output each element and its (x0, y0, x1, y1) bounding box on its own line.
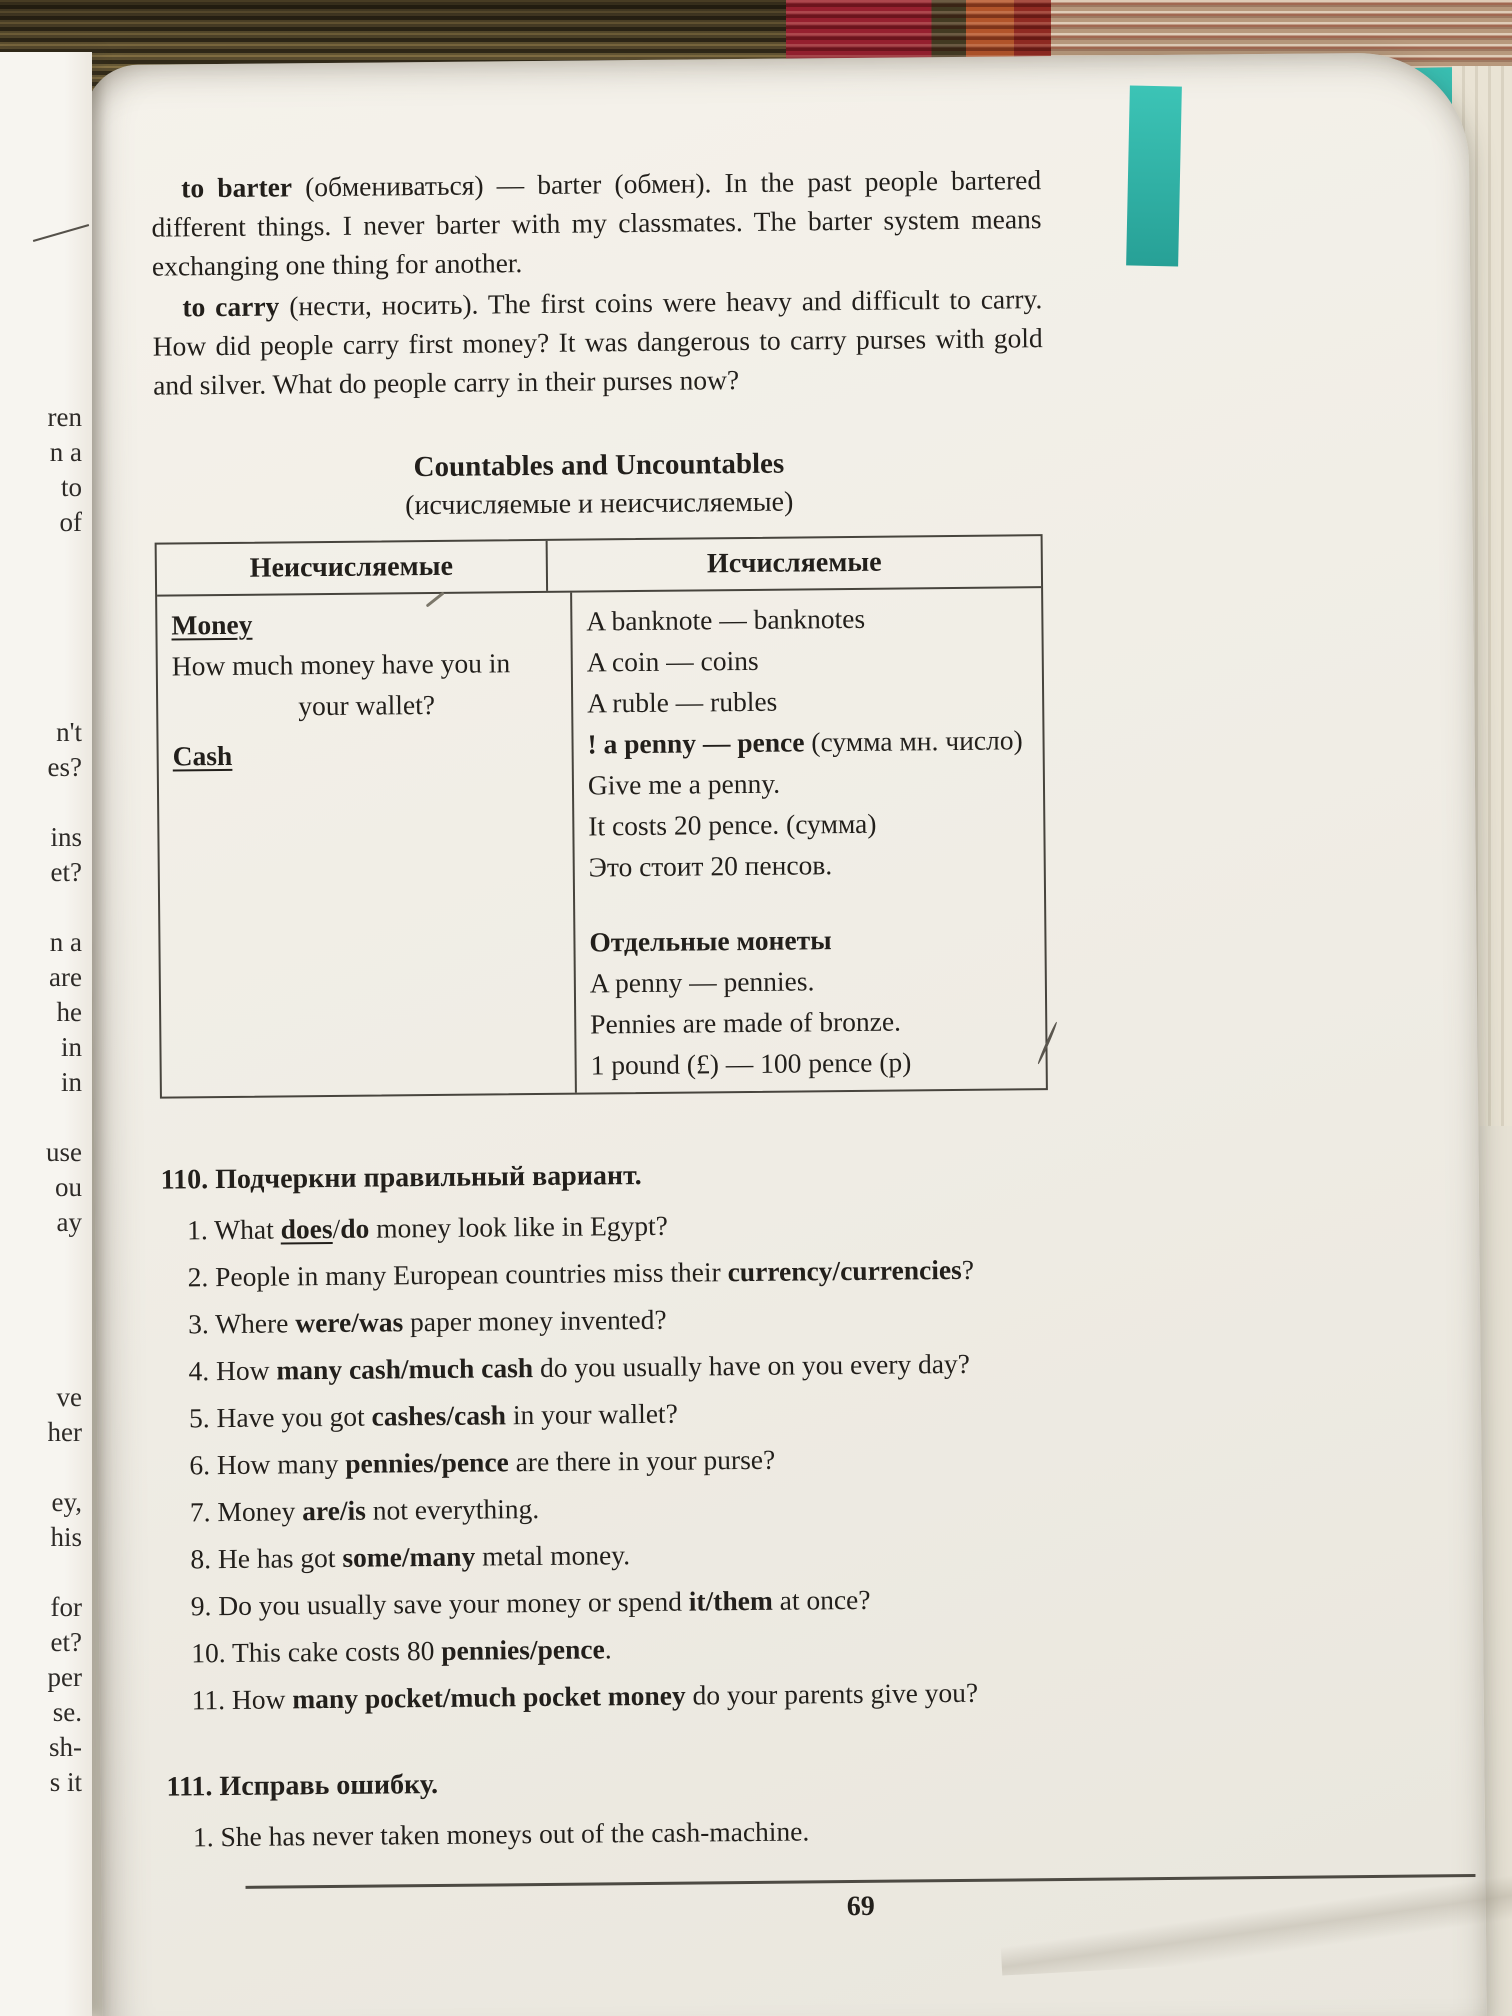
text-segment: / (332, 1212, 341, 1244)
exercise-110-heading: 110. Подчеркни правильный вариант. (160, 1160, 642, 1196)
text-fragment (0, 1275, 82, 1310)
table-subtitle: (исчисляемые и неисчисляемые) (405, 486, 794, 522)
text-fragment: es? (47, 752, 82, 782)
text-segment: many pocket/much pocket money (292, 1679, 686, 1715)
text-segment: at once? (772, 1583, 871, 1616)
text-fragment: n a (49, 927, 82, 957)
previous-page-text-fragments (0, 52, 92, 1800)
text-segment: 9. Do you usually save your money or spend (190, 1585, 689, 1622)
text-fragment: ay (56, 1207, 82, 1237)
text-fragment (0, 680, 82, 715)
money-question-line2: your wallet? (298, 688, 436, 722)
text-fragment (0, 1100, 82, 1135)
countables-example-line (590, 958, 1035, 1003)
text-segment: money look like in Egypt? (369, 1209, 669, 1244)
previous-page-edge (0, 52, 92, 2016)
text-fragment (0, 540, 82, 575)
text-fragment: he (56, 997, 82, 1027)
countables-example-line (589, 842, 1034, 887)
text-segment: A penny — pennies. (589, 965, 815, 999)
text-segment: 1 pound (£) — 100 pence (p) (590, 1046, 912, 1081)
page-number: 69 (846, 1890, 875, 1923)
text-fragment (0, 785, 82, 820)
countables-example-line (588, 801, 1033, 846)
text-fragment: ren (47, 402, 82, 432)
book-page (84, 52, 1487, 2016)
countables-example-line (590, 1040, 1035, 1085)
uncountables-cell (157, 593, 577, 1097)
exercise-111-items (167, 1805, 1057, 1861)
text-segment: A coin — coins (586, 644, 759, 678)
text-fragment: ve (56, 1382, 82, 1412)
money-question-line1: How much money have you in (171, 647, 511, 682)
exercise-110-item (165, 1668, 1055, 1724)
text-segment: ? (961, 1253, 975, 1285)
text-segment: do you usually have on you every day? (532, 1347, 971, 1384)
text-segment: many cash/much cash (276, 1352, 534, 1386)
text-fragment: of (59, 507, 82, 537)
text-segment: A banknote — banknotes (586, 602, 866, 637)
page-content (150, 56, 1058, 1933)
text-fragment (0, 1240, 82, 1275)
countables-example-line (588, 760, 1033, 805)
table-title: Countables and Uncountables (413, 447, 785, 484)
table-body-row (157, 588, 1046, 1096)
vocabulary-paragraph-carry (152, 279, 1043, 405)
text-fragment: ins (50, 822, 82, 852)
text-segment: do your parents give you? (685, 1676, 979, 1711)
text-fragment: for (50, 1592, 82, 1622)
text-fragment (0, 1310, 82, 1345)
teal-gap-strip (1126, 85, 1182, 266)
text-segment: are there in your purse? (508, 1443, 776, 1478)
exercise-110-items (161, 1198, 1056, 1724)
countables-example-line (587, 719, 1032, 764)
exercise-110-item (165, 1574, 1055, 1630)
uncountable-term-cash: Cash (172, 739, 233, 772)
countables-example-line (587, 678, 1032, 723)
text-segment: 7. Money (189, 1495, 303, 1528)
exercise-110-item (162, 1339, 1052, 1395)
exercise-110-item (163, 1433, 1053, 1489)
text-segment: (нести, носить). The first coins were heavy and difficult to carry. How did people carry first money? It was dangerous to carry purses with gold and silver. What do people carry in their purses now? (152, 283, 1043, 401)
text-segment: It costs 20 pence. (сумма) (588, 807, 877, 842)
text-segment: Give me a penny. (587, 767, 781, 801)
text-segment: 1. What (187, 1213, 281, 1246)
text-segment: it/them (688, 1584, 773, 1617)
text-fragment: to (60, 472, 82, 502)
text-segment: some/many (342, 1540, 476, 1573)
text-segment: Отдельные монеты (589, 924, 832, 958)
text-segment: are/is (302, 1494, 367, 1527)
text-segment: Это стоит 20 пенсов. (588, 849, 833, 883)
text-fragment: her (47, 1417, 82, 1447)
text-segment: were/was (295, 1306, 404, 1339)
text-segment: 8. He has got (190, 1541, 343, 1575)
text-segment: in your wallet? (505, 1397, 678, 1431)
text-segment: do (340, 1212, 370, 1244)
text-segment: 3. Where (187, 1307, 296, 1340)
countables-examples (586, 596, 1036, 1084)
text-fragment (0, 1450, 82, 1485)
exercise-110-item (164, 1527, 1054, 1583)
text-fragment: in (60, 1067, 82, 1097)
text-fragment: ey, (51, 1487, 82, 1517)
text-segment: does (280, 1212, 333, 1245)
exercise-110-item (162, 1292, 1052, 1348)
exercise-110-item (164, 1480, 1054, 1536)
column-header-countables: Исчисляемые (706, 546, 882, 580)
text-segment: 4. How (188, 1354, 277, 1387)
countables-example-line (587, 637, 1032, 682)
text-segment: 2. People in many European countries miss their (187, 1256, 728, 1293)
text-segment: 10. This cake costs 80 (191, 1634, 442, 1669)
exercise-110-item (165, 1621, 1055, 1677)
countables-example-line (589, 917, 1034, 962)
countables-example-line (590, 999, 1035, 1044)
text-segment: to carry (182, 290, 280, 323)
text-fragment (0, 890, 82, 925)
text-segment: 1. She has never taken moneys out of the cash-machine. (192, 1815, 810, 1853)
text-segment: 11. How (191, 1683, 293, 1716)
text-segment: 6. How many (189, 1447, 346, 1481)
countables-example-line (586, 596, 1031, 641)
text-fragment: in (60, 1032, 82, 1062)
text-segment: (обмениваться) — barter (обмен). In the past people bartered different things. I never barter with my classmates. The barter system means exchanging one thing for another. (151, 164, 1042, 282)
column-header-uncountables: Неисчисляемые (157, 541, 548, 595)
countables-example-line (589, 883, 1034, 921)
text-segment: to barter (181, 171, 293, 204)
text-segment: cashes/cash (371, 1399, 507, 1432)
text-segment: metal money. (475, 1539, 631, 1572)
text-fragment: his (50, 1522, 82, 1552)
text-fragment: use (46, 1137, 82, 1167)
text-segment: pennies/pence (441, 1633, 605, 1666)
table-header-row (157, 536, 1041, 596)
text-segment: paper money invented? (403, 1303, 667, 1338)
text-fragment: ou (55, 1172, 82, 1202)
text-fragment: s it (49, 1767, 82, 1797)
text-segment: (сумма мн. число) (804, 724, 1023, 758)
text-fragment: et? (50, 1627, 82, 1657)
text-fragment (0, 1345, 82, 1380)
text-fragment: n't (56, 717, 82, 747)
countables-cell (572, 588, 1046, 1092)
text-fragment: sh- (49, 1732, 82, 1762)
text-segment: not everything. (365, 1493, 540, 1526)
text-segment: ! a penny — pence (587, 726, 805, 760)
exercise-110-item (161, 1198, 1051, 1254)
text-fragment (0, 575, 82, 610)
text-segment: pennies/pence (345, 1446, 509, 1479)
exercise-110-item (161, 1245, 1051, 1301)
exercise-111-item (167, 1805, 1057, 1861)
exercise-111-heading: 111. Исправь ошибку. (166, 1768, 439, 1803)
countables-table (155, 534, 1048, 1098)
text-fragment: et? (50, 857, 82, 887)
text-fragment: are (49, 962, 82, 992)
text-fragment (0, 645, 82, 680)
text-fragment (0, 1555, 82, 1590)
text-segment: 5. Have you got (188, 1400, 372, 1434)
text-segment: A ruble — rubles (586, 685, 778, 719)
text-segment: currency/currencies (727, 1253, 962, 1288)
text-fragment: per (47, 1662, 82, 1692)
exercise-110-item (163, 1386, 1053, 1442)
text-segment: . (604, 1633, 612, 1665)
text-fragment: se. (52, 1697, 82, 1727)
text-segment: Pennies are made of bronze. (590, 1005, 902, 1040)
text-fragment (0, 610, 82, 645)
vocabulary-paragraph-barter (151, 160, 1042, 286)
text-fragment: n a (49, 437, 82, 467)
uncountable-term-money: Money (171, 608, 253, 641)
